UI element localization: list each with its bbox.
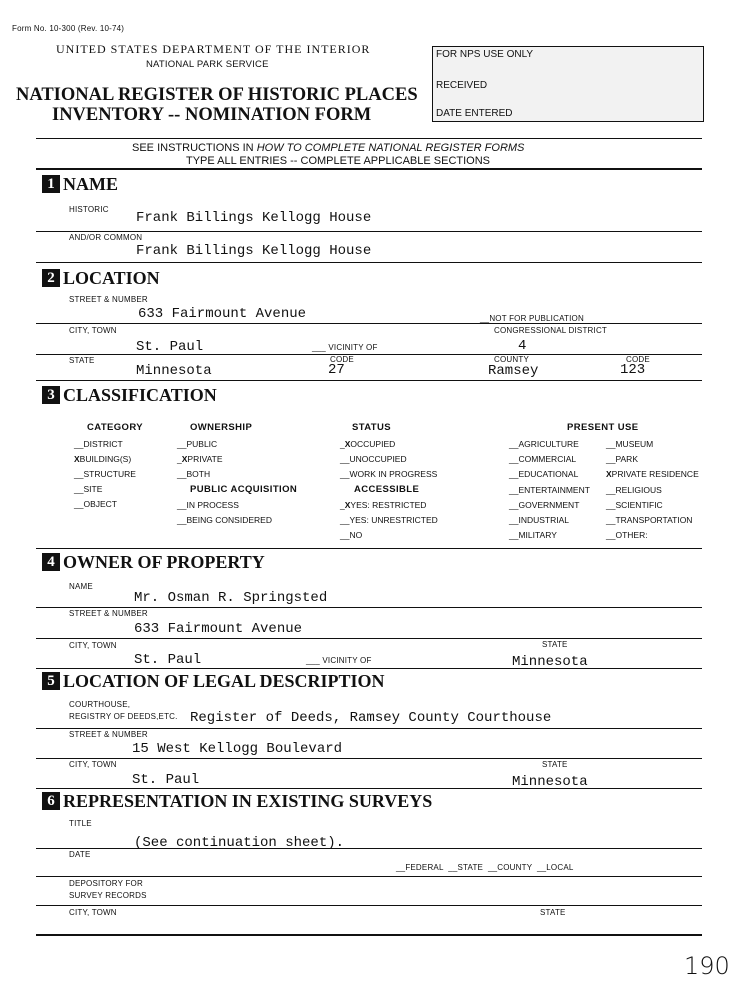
section-title: REPRESENTATION IN EXISTING SURVEYS [63, 791, 433, 811]
county-label: COUNTY [494, 355, 529, 364]
option-label: RELIGIOUS [615, 485, 662, 495]
rule [36, 231, 702, 232]
legal-street-label: STREET & NUMBER [69, 730, 148, 739]
survey-level-options [396, 863, 574, 872]
present-use-option[interactable]: __AGRICULTURE [509, 439, 579, 449]
form-title-line1: NATIONAL REGISTER OF HISTORIC PLACES [16, 85, 418, 105]
category-option[interactable]: __DISTRICT [74, 439, 123, 449]
owner-vicinity: ___ VICINITY OF [306, 656, 372, 665]
vicinity: ___ VICINITY OF [312, 343, 378, 352]
survey-records-label: SURVEY RECORDS [69, 891, 147, 900]
legal-city-value: St. Paul [132, 772, 200, 788]
category-option[interactable]: __SITE [74, 484, 103, 494]
rule [36, 548, 702, 549]
option-label: PRIVATE RESIDENCE [611, 469, 699, 479]
option-label: BOTH [186, 469, 211, 479]
rule [36, 323, 702, 324]
nps-use-only-label: FOR NPS USE ONLY [436, 49, 534, 60]
accessible-option[interactable]: __YES: UNRESTRICTED [340, 515, 438, 525]
present-use-option[interactable]: __GOVERNMENT [509, 500, 580, 510]
rule [36, 262, 702, 263]
option-label: COUNTY [497, 863, 533, 872]
owner-name-value: Mr. Osman R. Springsted [134, 590, 328, 606]
section-number: 6 [42, 792, 60, 810]
courthouse-label: COURTHOUSE, [69, 700, 131, 709]
ownership-option-checked[interactable]: _XPRIVATE [177, 454, 223, 464]
present-use-option[interactable]: __ENTERTAINMENT [509, 485, 590, 495]
level-federal[interactable]: __FEDERAL [396, 863, 444, 872]
survey-date-label: DATE [69, 850, 91, 859]
category-option[interactable]: __OBJECT [74, 499, 117, 509]
survey-city-label: CITY, TOWN [69, 908, 117, 917]
status-option[interactable]: __UNOCCUPIED [340, 454, 407, 464]
depository-label: DEPOSITORY FOR [69, 879, 143, 888]
owner-street-label: STREET & NUMBER [69, 609, 148, 618]
accessible-option-checked[interactable]: _XYES: RESTRICTED [340, 500, 427, 510]
survey-title-value: (See continuation sheet). [134, 835, 345, 851]
courthouse-value: Register of Deeds, Ramsey County Courthouse [190, 710, 552, 726]
option-label: OCCUPIED [350, 439, 396, 449]
option-label: SITE [83, 484, 103, 494]
present-use-option[interactable]: __MILITARY [509, 530, 557, 540]
status-option-checked[interactable]: _XOCCUPIED [340, 439, 396, 449]
rule [36, 905, 702, 906]
present-use-option-checked[interactable]: XPRIVATE RESIDENCE [606, 469, 699, 479]
category-header: CATEGORY [87, 422, 143, 433]
instructions-italic: HOW TO COMPLETE NATIONAL REGISTER FORMS [256, 142, 525, 154]
rule [36, 380, 702, 381]
form-number: Form No. 10-300 (Rev. 10-74) [12, 24, 125, 33]
option-label: OTHER: [615, 530, 648, 540]
section-4-header [42, 553, 265, 573]
section-title: CLASSIFICATION [63, 385, 217, 405]
instructions-line2: TYPE ALL ENTRIES -- COMPLETE APPLICABLE SECTIONS [186, 155, 491, 167]
service-name: NATIONAL PARK SERVICE [146, 59, 269, 70]
rule [36, 876, 702, 877]
street-value: 633 Fairmount Avenue [138, 306, 307, 322]
present-use-header: PRESENT USE [567, 422, 639, 433]
section-number: 1 [42, 175, 60, 193]
not-for-publication-label: NOT FOR PUBLICATION [489, 314, 584, 323]
present-use-option[interactable]: __PARK [606, 454, 638, 464]
option-label: COMMERCIAL [518, 454, 577, 464]
city-label: CITY, TOWN [69, 326, 117, 335]
option-label: SCIENTIFIC [615, 500, 663, 510]
code2-label: CODE [626, 355, 650, 364]
section-title: LOCATION [63, 268, 160, 288]
department-name: UNITED STATES DEPARTMENT OF THE INTERIOR [56, 42, 371, 56]
option-label: EDUCATIONAL [518, 469, 579, 479]
legal-state-label: STATE [542, 760, 568, 769]
district-label: CONGRESSIONAL DISTRICT [494, 326, 608, 335]
option-label: UNOCCUPIED [349, 454, 407, 464]
section-title: OWNER OF PROPERTY [63, 552, 265, 572]
nps-use-box [432, 46, 704, 122]
district-value: 4 [518, 338, 527, 354]
option-label: PARK [615, 454, 638, 464]
legal-street-value: 15 West Kellogg Boulevard [132, 741, 343, 757]
level-local[interactable]: __LOCAL [536, 863, 574, 872]
received-label: RECEIVED [436, 80, 488, 91]
option-label: BUILDING(S) [79, 454, 132, 464]
acquisition-option[interactable]: __BEING CONSIDERED [177, 515, 272, 525]
section-5-header [42, 672, 385, 692]
survey-state-label: STATE [540, 908, 566, 917]
instructions-prefix: SEE INSTRUCTIONS IN [132, 142, 257, 154]
section-2-header [42, 269, 160, 289]
option-label: FEDERAL [405, 863, 444, 872]
common-value: Frank Billings Kellogg House [136, 243, 372, 259]
option-label: DISTRICT [83, 439, 123, 449]
option-label: AGRICULTURE [518, 439, 579, 449]
section-1-header [42, 175, 118, 195]
present-use-option[interactable]: __EDUCATIONAL [509, 469, 579, 479]
option-label: LOCAL [546, 863, 574, 872]
code-label: CODE [330, 355, 354, 364]
code-value: 27 [328, 362, 345, 378]
state-value: Minnesota [136, 363, 212, 379]
option-label: STRUCTURE [83, 469, 136, 479]
rule [36, 168, 702, 170]
rule [36, 138, 702, 139]
present-use-option[interactable]: __MUSEUM [606, 439, 654, 449]
owner-street-value: 633 Fairmount Avenue [134, 621, 303, 637]
option-label: TRANSPORTATION [615, 515, 693, 525]
option-label: PUBLIC [186, 439, 218, 449]
category-option[interactable]: __STRUCTURE [74, 469, 136, 479]
option-label: PRIVATE [187, 454, 223, 464]
historic-value: Frank Billings Kellogg House [136, 210, 372, 226]
historic-label: HISTORIC [69, 205, 109, 214]
survey-title-label: TITLE [69, 819, 92, 828]
option-label: OBJECT [83, 499, 117, 509]
present-use-option[interactable]: __OTHER: [606, 530, 648, 540]
rule [36, 758, 702, 759]
legal-state-value: Minnesota [512, 774, 588, 790]
state-label: STATE [69, 356, 95, 365]
option-label: STATE [457, 863, 484, 872]
level-county[interactable]: __COUNTY [487, 863, 533, 872]
section-3-header [42, 386, 217, 406]
vicinity-label: VICINITY OF [322, 656, 372, 665]
not-for-publication: __NOT FOR PUBLICATION [480, 314, 584, 323]
option-label: BEING CONSIDERED [186, 515, 272, 525]
present-use-option[interactable]: __INDUSTRIAL [509, 515, 570, 525]
present-use-option[interactable]: __RELIGIOUS [606, 485, 662, 495]
city-value: St. Paul [136, 339, 204, 355]
option-label: ENTERTAINMENT [518, 485, 590, 495]
ownership-option[interactable]: __PUBLIC [177, 439, 218, 449]
rule [36, 638, 702, 639]
section-number: 5 [42, 672, 60, 690]
instructions-line1 [132, 142, 524, 154]
owner-name-label: NAME [69, 582, 93, 591]
code2-value: 123 [620, 362, 646, 378]
option-label: MILITARY [518, 530, 557, 540]
owner-state-label: STATE [542, 640, 568, 649]
rule [36, 607, 702, 608]
rule [36, 728, 702, 729]
rule [36, 668, 702, 669]
option-label: IN PROCESS [186, 500, 239, 510]
rule [36, 354, 702, 355]
level-state[interactable]: __STATE [448, 863, 484, 872]
present-use-option[interactable]: __TRANSPORTATION [606, 515, 693, 525]
rule [36, 788, 702, 789]
option-label: WORK IN PROGRESS [349, 469, 438, 479]
present-use-option[interactable]: __SCIENTIFIC [606, 500, 663, 510]
date-entered-label: DATE ENTERED [436, 108, 513, 119]
option-label: YES: UNRESTRICTED [349, 515, 438, 525]
section-6-header [42, 792, 432, 812]
option-label: GOVERNMENT [518, 500, 580, 510]
section-title: LOCATION OF LEGAL DESCRIPTION [63, 671, 385, 691]
present-use-option[interactable]: __COMMERCIAL [509, 454, 577, 464]
accessible-header: ACCESSIBLE [354, 484, 420, 495]
section-number: 2 [42, 269, 60, 287]
street-label: STREET & NUMBER [69, 295, 148, 304]
county-value: Ramsey [488, 363, 539, 379]
section-title: NAME [63, 174, 118, 194]
category-option-checked[interactable]: XBUILDING(S) [74, 454, 132, 464]
section-number: 3 [42, 386, 60, 404]
owner-state-value: Minnesota [512, 654, 588, 670]
registry-label: REGISTRY OF DEEDS,ETC. [69, 712, 178, 721]
legal-city-label: CITY, TOWN [69, 760, 117, 769]
section-number: 4 [42, 553, 60, 571]
common-label: AND/OR COMMON [69, 233, 143, 242]
owner-city-value: St. Paul [134, 652, 202, 668]
ownership-option[interactable]: __BOTH [177, 469, 211, 479]
owner-city-label: CITY, TOWN [69, 641, 117, 650]
option-label: NO [349, 530, 363, 540]
page-number: 190 [684, 952, 730, 980]
rule [36, 934, 702, 936]
form-title-line2: INVENTORY -- NOMINATION FORM [52, 105, 372, 125]
rule [36, 848, 702, 849]
public-acquisition-header: PUBLIC ACQUISITION [190, 484, 298, 495]
ownership-header: OWNERSHIP [190, 422, 253, 433]
option-label: MUSEUM [615, 439, 654, 449]
option-label: INDUSTRIAL [518, 515, 570, 525]
vicinity-label: VICINITY OF [328, 343, 378, 352]
status-option[interactable]: __WORK IN PROGRESS [340, 469, 438, 479]
option-label: YES: RESTRICTED [350, 500, 427, 510]
status-header: STATUS [352, 422, 391, 433]
accessible-option[interactable]: __NO [340, 530, 363, 540]
acquisition-option[interactable]: __IN PROCESS [177, 500, 239, 510]
